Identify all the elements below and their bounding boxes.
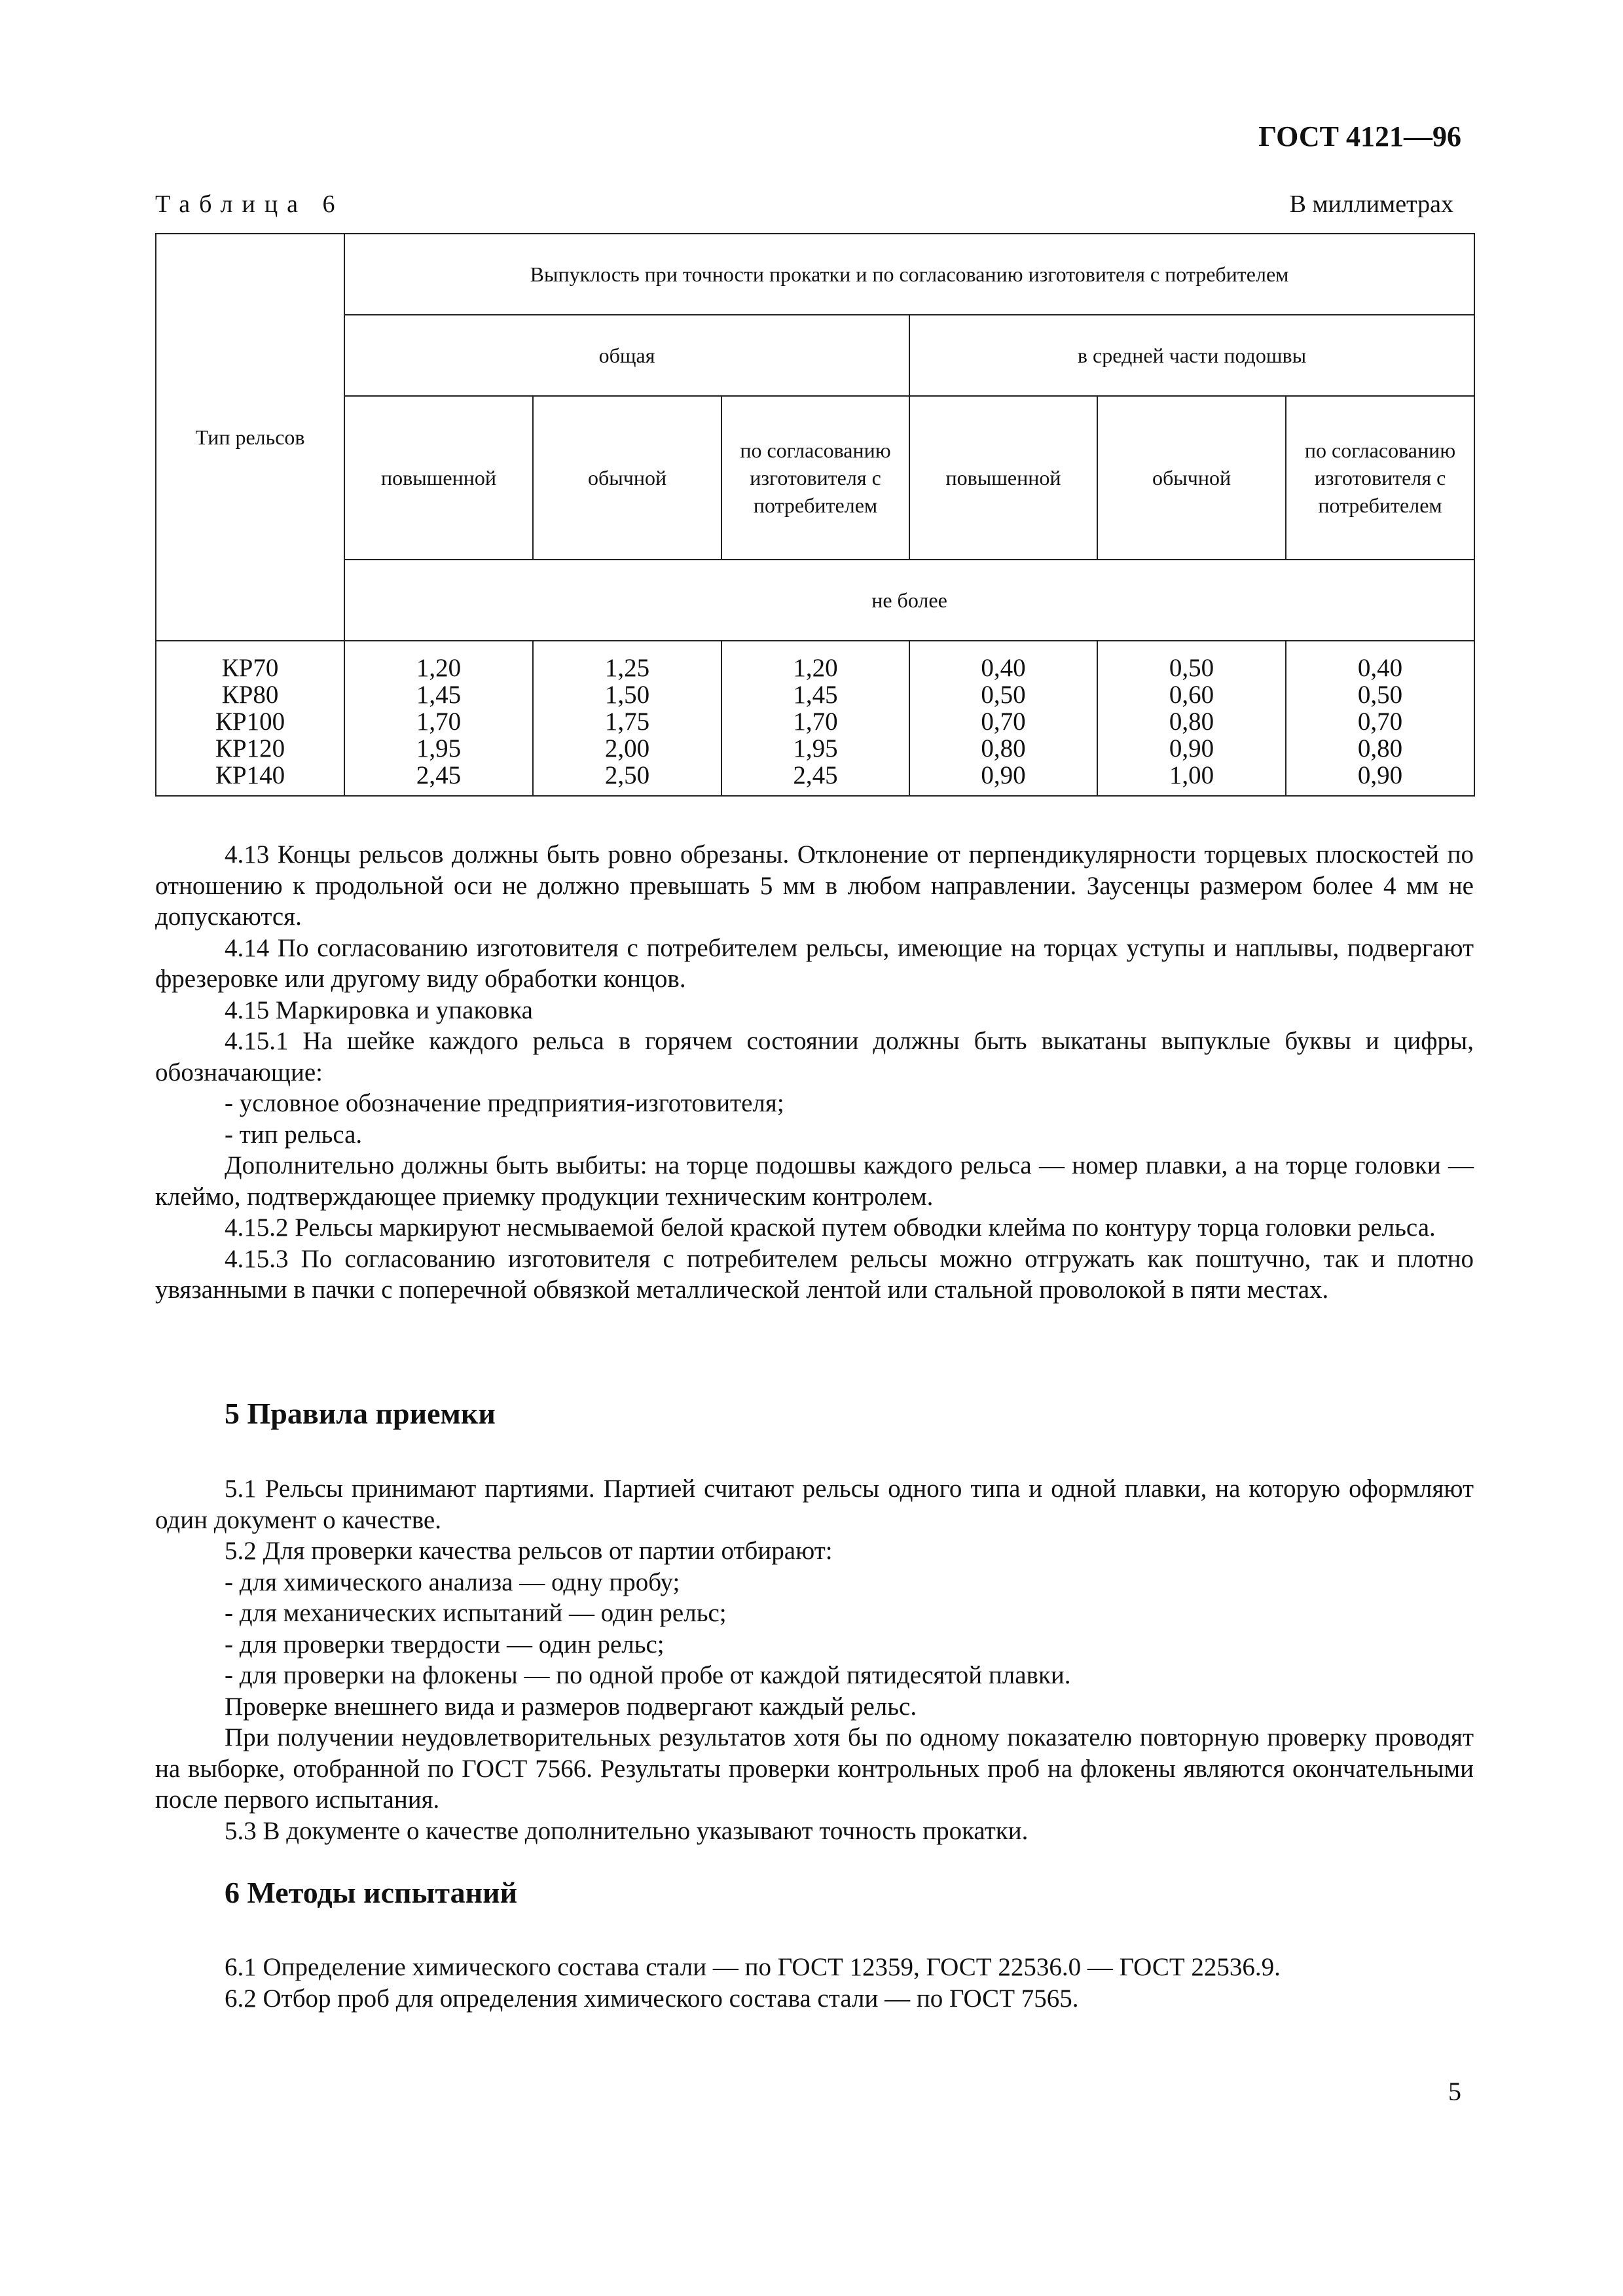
header-col-increased: повышенной bbox=[344, 396, 533, 560]
header-group-title: Выпуклость при точности прокатки и по согласованию изготовителя с потребителем bbox=[344, 234, 1474, 315]
header-col-agreement: по согласованию изготовителя с потребителем bbox=[1286, 396, 1474, 560]
table-cell: 1,50 bbox=[604, 681, 650, 709]
table-cell: 0,50 bbox=[981, 681, 1026, 709]
table-cell: 0,80 bbox=[981, 734, 1026, 762]
list-item: - для проверки твердости — один рельс; bbox=[225, 1630, 665, 1659]
general-agreement-column bbox=[721, 641, 909, 796]
list-item: - для механических испытаний — один рельс; bbox=[225, 1599, 727, 1627]
table-cell: 1,25 bbox=[604, 654, 650, 682]
paragraph-additional-marking: Дополнительно должны быть выбиты: на торце подошвы каждого рельса — номер плавки, а на торце головки — клеймо, подтверждающее приемку продукции техническим контролем. bbox=[155, 1151, 1474, 1211]
section-6-heading: 6 Методы испытаний bbox=[225, 1876, 518, 1909]
middle-agreement-column bbox=[1286, 641, 1474, 796]
table-cell: 1,20 bbox=[793, 654, 838, 682]
header-col-normal: обычной bbox=[1097, 396, 1286, 560]
table-cell: КР70 bbox=[221, 654, 279, 682]
table-cell: КР80 bbox=[221, 681, 279, 709]
paragraph-5-3: 5.3 В документе о качестве дополнительно указывают точность прокатки. bbox=[225, 1816, 1029, 1845]
general-increased-column bbox=[344, 641, 533, 796]
rail-type-column bbox=[156, 641, 344, 796]
table-units: В миллиметрах bbox=[1289, 190, 1453, 218]
table-cell: 0,90 bbox=[981, 761, 1026, 789]
list-item: - условное обозначение предприятия-изготовителя; bbox=[225, 1089, 784, 1117]
page-number: 5 bbox=[1448, 2077, 1461, 2106]
header-rail-type: Тип рельсов bbox=[156, 234, 344, 641]
table-cell: 0,70 bbox=[981, 708, 1026, 736]
table-cell: 0,50 bbox=[1169, 654, 1214, 682]
header-limit-label: не более bbox=[344, 560, 1474, 641]
paragraph-4-13: 4.13 Концы рельсов должны быть ровно обрезаны. Отклонение от перпендикулярности торцевых плоскостей по отношению к продольной оси не должно превышать 5 мм в любом направлении. Заусенцы размером более 4 мм не допускаются. bbox=[155, 840, 1474, 931]
table-cell: 1,00 bbox=[1169, 761, 1214, 789]
header-subgroup-middle: в средней части подошвы bbox=[909, 315, 1474, 396]
table-cell: 1,45 bbox=[416, 681, 462, 709]
table-cell: 2,45 bbox=[793, 761, 838, 789]
table-cell: 0,80 bbox=[1357, 734, 1403, 762]
table-cell: 0,70 bbox=[1357, 708, 1403, 736]
paragraph-4-15-1: 4.15.1 На шейке каждого рельса в горячем состоянии должны быть выкатаны выпуклые буквы и цифры, обозначающие: bbox=[155, 1027, 1474, 1086]
table-cell: 2,50 bbox=[604, 761, 650, 789]
table-cell: 2,00 bbox=[604, 734, 650, 762]
paragraph-6-1: 6.1 Определение химического состава стали — по ГОСТ 12359, ГОСТ 22536.0 — ГОСТ 22536.9. bbox=[225, 1953, 1281, 1981]
table-caption: Таблица 6 bbox=[155, 190, 344, 218]
table-cell: 1,45 bbox=[793, 681, 838, 709]
table-cell: КР120 bbox=[215, 734, 285, 762]
document-code: ГОСТ 4121—96 bbox=[1258, 120, 1461, 152]
paragraph-retest: При получении неудовлетворительных результатов хотя бы по одному показателю повторную проверку проводят на выборке, отобранной по ГОСТ 7566. Результаты проверки контрольных проб на флокены являются окончательными после первого испытания. bbox=[155, 1723, 1474, 1814]
header-col-agreement: по согласованию изготовителя с потребителем bbox=[721, 396, 909, 560]
section-6-text bbox=[155, 1952, 1474, 2014]
table-cell: КР100 bbox=[215, 708, 285, 736]
general-normal-column bbox=[533, 641, 721, 796]
section-5-heading: 5 Правила приемки bbox=[225, 1397, 496, 1430]
table-cell: КР140 bbox=[215, 761, 285, 789]
header-subgroup-general: общая bbox=[344, 315, 909, 396]
paragraph-5-2: 5.2 Для проверки качества рельсов от партии отбирают: bbox=[225, 1537, 833, 1565]
middle-increased-column bbox=[909, 641, 1097, 796]
section-4-text bbox=[155, 839, 1474, 1306]
paragraph-4-15-2: 4.15.2 Рельсы маркируют несмываемой белой краской путем обводки клейма по контуру торца головки рельса. bbox=[225, 1213, 1436, 1242]
list-item: - для проверки на флокены — по одной пробе от каждой пятидесятой плавки. bbox=[225, 1661, 1071, 1689]
table-cell: 0,90 bbox=[1169, 734, 1214, 762]
table-cell: 2,45 bbox=[416, 761, 462, 789]
convexity-table bbox=[155, 233, 1475, 797]
paragraph-5-1: 5.1 Рельсы принимают партиями. Партией считают рельсы одного типа и одной плавки, на которую оформляют один документ о качестве. bbox=[155, 1475, 1474, 1534]
table-cell: 0,80 bbox=[1169, 708, 1214, 736]
table-cell: 0,60 bbox=[1169, 681, 1214, 709]
middle-normal-column bbox=[1097, 641, 1286, 796]
table-cell: 1,70 bbox=[793, 708, 838, 736]
paragraph-visual-check: Проверке внешнего вида и размеров подвергают каждый рельс. bbox=[225, 1692, 917, 1721]
list-item: - для химического анализа — одну пробу; bbox=[225, 1568, 680, 1596]
paragraph-6-2: 6.2 Отбор проб для определения химического состава стали — по ГОСТ 7565. bbox=[225, 1984, 1079, 2013]
table-cell: 1,95 bbox=[416, 734, 462, 762]
table-cell: 0,40 bbox=[981, 654, 1026, 682]
list-item: - тип рельса. bbox=[225, 1120, 363, 1149]
section-5-text bbox=[155, 1473, 1474, 1846]
table-cell: 0,90 bbox=[1357, 761, 1403, 789]
table-cell: 1,70 bbox=[416, 708, 462, 736]
header-col-normal: обычной bbox=[533, 396, 721, 560]
table-cell: 0,50 bbox=[1357, 681, 1403, 709]
paragraph-4-14: 4.14 По согласованию изготовителя с потребителем рельсы, имеющие на торцах уступы и наплывы, подвергают фрезеровке или другому виду обработки концов. bbox=[155, 933, 1474, 993]
table-cell: 1,75 bbox=[604, 708, 650, 736]
table-cell: 0,40 bbox=[1357, 654, 1403, 682]
table-cell: 1,95 bbox=[793, 734, 838, 762]
paragraph-4-15: 4.15 Маркировка и упаковка bbox=[225, 996, 533, 1024]
header-col-increased: повышенной bbox=[909, 396, 1097, 560]
paragraph-4-15-3: 4.15.3 По согласованию изготовителя с потребителем рельсы можно отгружать как поштучно, так и плотно увязанными в пачки с поперечной обвязкой металлической лентой или стальной проволокой в пяти местах. bbox=[155, 1244, 1474, 1304]
table-cell: 1,20 bbox=[416, 654, 462, 682]
